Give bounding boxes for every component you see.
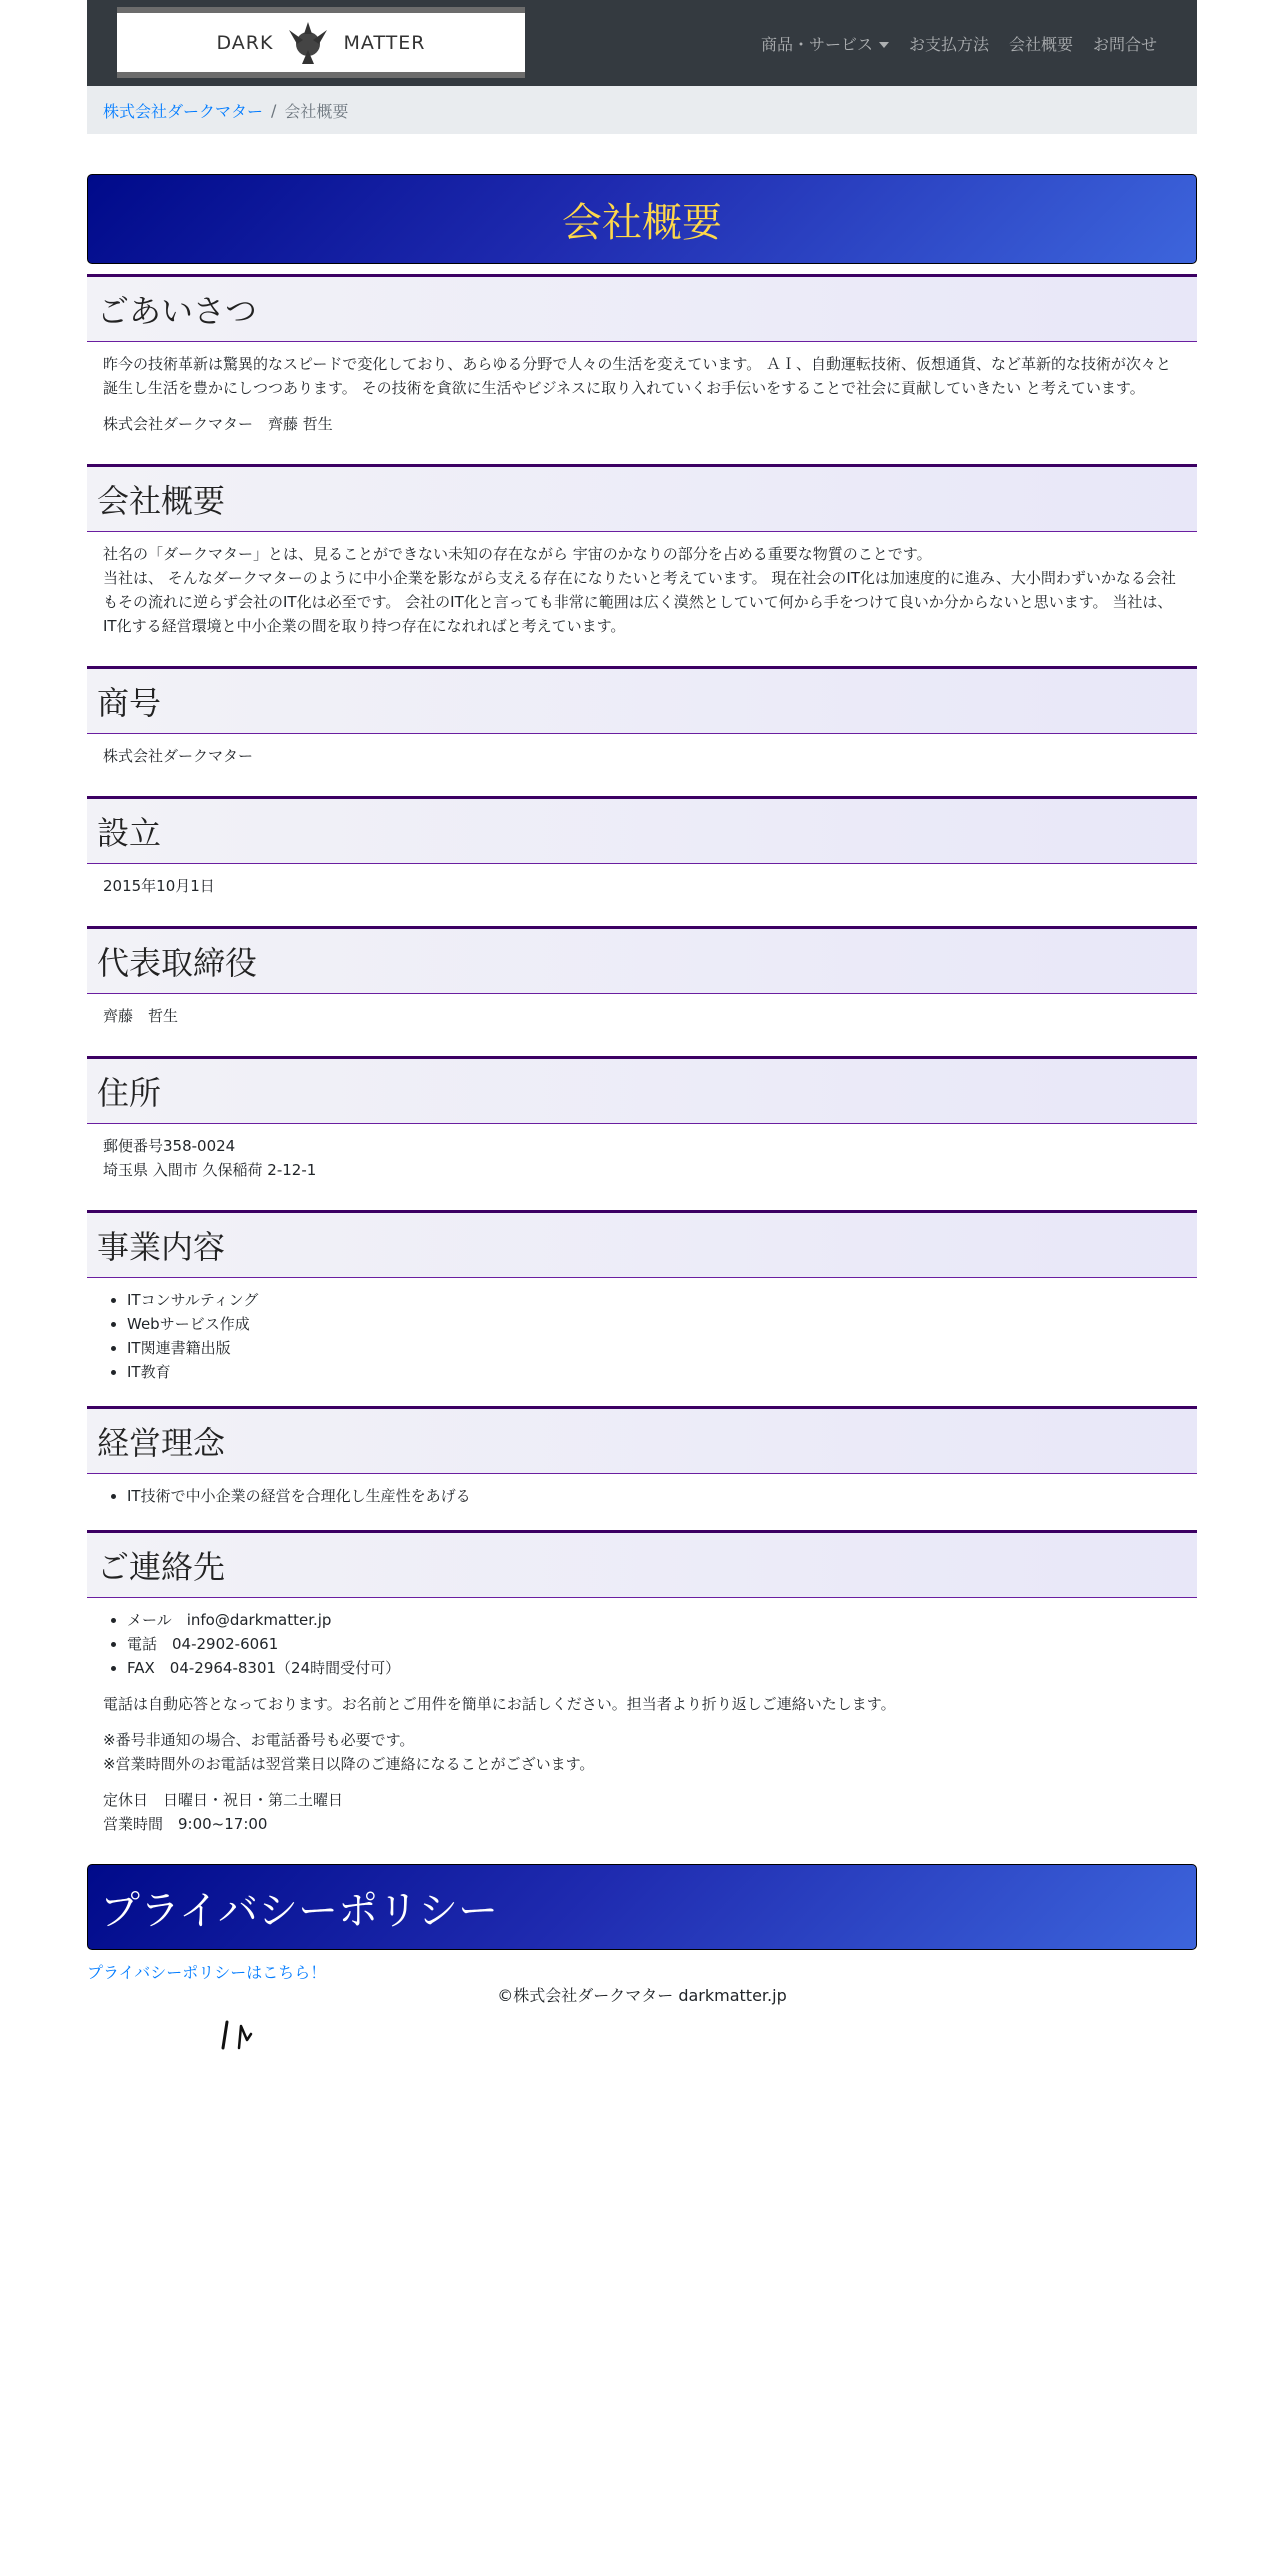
section-title-founded: 設立 — [97, 814, 162, 852]
contact-notice-1: ※番号非通知の場合、お電話番号も必要です。 — [103, 1731, 415, 1749]
page-container — [87, 0, 1197, 2006]
breadcrumb-current: 会社概要 — [284, 101, 349, 121]
nav-item-products[interactable] — [761, 32, 889, 55]
overview-line-2: 当社は、 そんなダークマターのように中小企業を影ながら支える存在になりたいと考えています。 現在社会のIT化は加速度的に進み、大小問わずいかなる会社もその流れに逆らず会社のIT化は必至です。 会社のIT化と言っても非常に範囲は広く漠然としていて何から手をつけて良いか分からないと思います。 当社は、IT化する経営環境と中小企業の間を取り持つ存在になれればと考えています。 — [103, 569, 1176, 635]
section-body-ceo — [87, 994, 1197, 1046]
greeting-signature: 株式会社ダークマター 齊藤 哲生 — [103, 415, 333, 433]
section-body-business — [87, 1278, 1197, 1396]
section-title-contact: ご連絡先 — [97, 1548, 226, 1586]
nav-item-payment[interactable]: お支払方法 — [908, 34, 989, 54]
closed-days: 定休日 日曜日・祝日・第二土曜日 — [103, 1791, 344, 1809]
main-nav — [761, 0, 1157, 86]
section-header-greeting — [87, 274, 1197, 342]
page-title: 会社概要 — [562, 199, 722, 246]
section-body-overview — [87, 532, 1197, 656]
breadcrumb-separator: / — [271, 100, 277, 120]
navbar — [87, 0, 1197, 86]
list-item: • IT関連書籍出版 — [127, 1336, 1181, 1360]
section-body-contact — [87, 1598, 1197, 1854]
privacy-title: プライバシーポリシー — [100, 1887, 498, 1934]
section-title-overview: 会社概要 — [97, 482, 226, 520]
contact-phone: • 電話 04-2902-6061 — [127, 1632, 1181, 1656]
page-title-banner — [87, 174, 1197, 264]
contact-list — [103, 1608, 1181, 1680]
section-header-contact — [87, 1530, 1197, 1598]
section-title-business: 事業内容 — [97, 1228, 226, 1266]
privacy-banner — [87, 1864, 1197, 1950]
section-body-founded — [87, 864, 1197, 916]
list-item: • Webサービス作成 — [127, 1312, 1181, 1336]
section-header-name — [87, 666, 1197, 734]
section-header-overview — [87, 464, 1197, 532]
company-name-value: 株式会社ダークマター — [103, 747, 254, 765]
street-address: 埼玉県 入間市 久保稲荷 2-12-1 — [103, 1161, 317, 1179]
nav-item-company[interactable]: 会社概要 — [1008, 34, 1073, 54]
business-list — [103, 1288, 1181, 1384]
section-title-philosophy: 経営理念 — [97, 1424, 226, 1462]
section-title-name: 商号 — [97, 684, 162, 722]
section-header-address — [87, 1056, 1197, 1124]
contact-notice-2: ※営業時間外のお電話は翌営業日以降のご連絡になることがございます。 — [103, 1755, 595, 1773]
section-title-greeting: ごあいさつ — [97, 292, 258, 330]
contact-fax: • FAX 04-2964-8301（24時間受付可） — [127, 1656, 1181, 1680]
list-item: • IT技術で中小企業の経営を合理化し生産性をあげる — [127, 1484, 1181, 1508]
site-logo[interactable] — [117, 7, 525, 78]
breadcrumb — [87, 86, 1197, 134]
list-item: • ITコンサルティング — [127, 1288, 1181, 1312]
philosophy-list — [103, 1484, 1181, 1508]
section-title-ceo: 代表取締役 — [97, 944, 258, 982]
breadcrumb-home[interactable]: 株式会社ダークマター — [103, 101, 264, 121]
section-title-address: 住所 — [97, 1074, 162, 1112]
section-body-name — [87, 734, 1197, 786]
section-header-ceo — [87, 926, 1197, 994]
logo-emblem-icon — [285, 20, 331, 66]
postal-code: 郵便番号358-0024 — [103, 1137, 236, 1155]
logo-text-right: MATTER — [343, 31, 426, 54]
contact-note: 電話は自動応答となっております。お名前とご用件を簡単にお話しください。担当者より折り返しご連絡いたします。 — [103, 1695, 896, 1713]
logo-text-left: DARK — [216, 31, 274, 54]
overview-line-1: 社名の「ダークマター」とは、見ることができない未知の存在ながら 宇宙のかなりの部分を占める重要な物質のことです。 — [103, 545, 932, 563]
section-body-greeting — [87, 342, 1197, 454]
section-body-philosophy — [87, 1474, 1197, 1520]
caret-down-icon — [879, 42, 889, 48]
list-item: • IT教育 — [127, 1360, 1181, 1384]
greeting-message: 昨今の技術革新は驚異的なスピードで変化しており、あらゆる分野で人々の生活を変えています。 ＡＩ、自動運転技術、仮想通貨、など革新的な技術が次々と誕生し生活を豊かにしつつあります。 その技術を貪欲に生活やビジネスに取り入れていくお手伝いをすることで社会に貢献していきたい と考えています。 — [103, 355, 1171, 397]
scribble-mark — [217, 2018, 257, 2054]
section-header-founded — [87, 796, 1197, 864]
ceo-name-value: 齊藤 哲生 — [103, 1007, 179, 1025]
founded-date-value: 2015年10月1日 — [103, 877, 215, 895]
section-header-business — [87, 1210, 1197, 1278]
section-body-address — [87, 1124, 1197, 1200]
section-header-philosophy — [87, 1406, 1197, 1474]
nav-item-products-label: 商品・サービス — [760, 34, 873, 54]
copyright: ©株式会社ダークマター darkmatter.jp — [497, 1986, 787, 2005]
privacy-policy-link[interactable]: プライバシーポリシーはこちら！ — [87, 1963, 327, 1982]
contact-email: • メール info@darkmatter.jp — [127, 1608, 1181, 1632]
business-hours: 営業時間 9:00~17:00 — [103, 1815, 268, 1833]
nav-item-contact[interactable]: お問合せ — [1092, 34, 1157, 54]
